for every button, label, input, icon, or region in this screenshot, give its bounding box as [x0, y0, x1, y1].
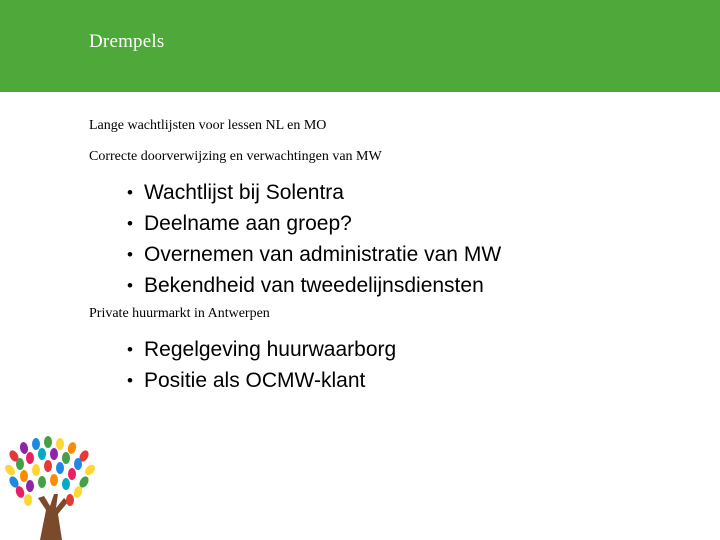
list-item-text: Wachtlijst bij Solentra — [144, 181, 344, 204]
title-bar — [0, 0, 720, 92]
list-item-text: Bekendheid van tweedelijnsdiensten — [144, 274, 484, 297]
list-item-text: Deelname aan groep? — [144, 212, 352, 235]
bullet-icon: • — [127, 245, 133, 264]
list-item-text: Overnemen van administratie van MW — [144, 243, 502, 266]
paragraph-referral: Correcte doorverwijzing en verwachtingen van MW — [89, 149, 382, 164]
bullet-icon: • — [127, 371, 133, 390]
paragraph-private-rental: Private huurmarkt in Antwerpen — [89, 306, 270, 321]
slide-title: Drempels — [89, 31, 165, 52]
bullet-icon: • — [127, 214, 133, 233]
list-item-text: Positie als OCMW-klant — [144, 369, 366, 392]
bullet-icon: • — [127, 183, 133, 202]
hands-tree-icon — [0, 436, 104, 540]
bullet-icon: • — [127, 340, 133, 359]
bullet-icon: • — [127, 276, 133, 295]
list-item-text: Regelgeving huurwaarborg — [144, 338, 397, 361]
paragraph-waiting-lists: Lange wachtlijsten voor lessen NL en MO — [89, 118, 327, 133]
